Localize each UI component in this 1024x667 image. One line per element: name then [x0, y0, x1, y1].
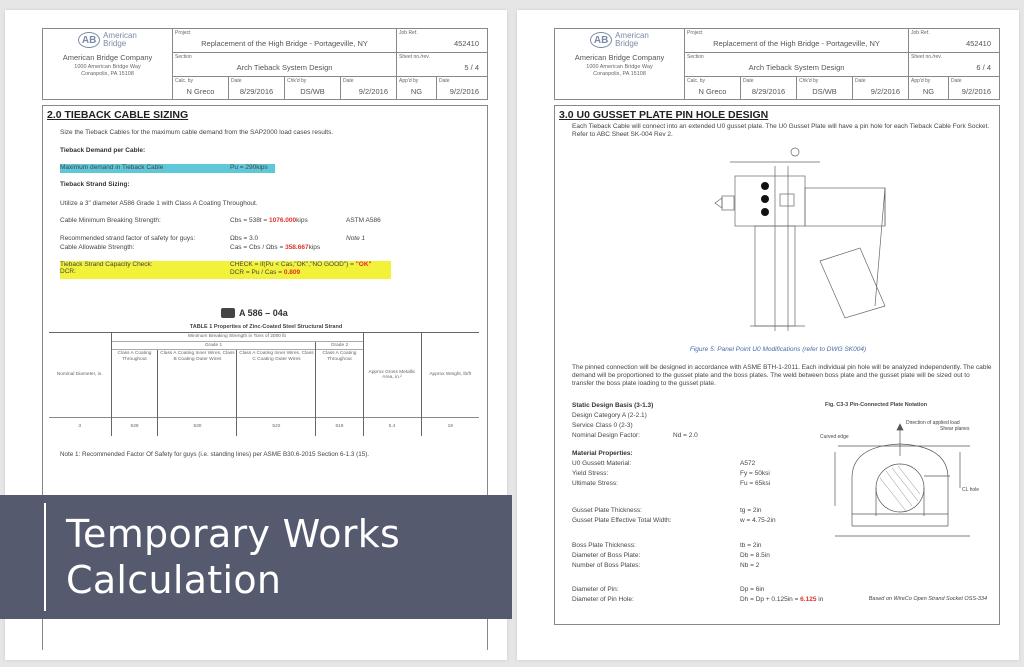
company-logo-block: AB American Bridge American Bridge Company 1000 American Bridge Way Coraopolis, PA 15108	[43, 29, 173, 99]
prop-value: tg = 2in	[740, 507, 762, 514]
chkd-date-field: Date 9/2/2016	[341, 77, 397, 99]
appd-date-field: Date 9/2/2016	[951, 78, 991, 96]
chkd-date-field: Date 9/2/2016	[853, 77, 909, 99]
company-name: American Bridge Company	[62, 53, 153, 62]
strand-heading: Tieback Strand Sizing:	[60, 181, 130, 188]
prop-value: tb = 2in	[740, 542, 762, 549]
demand-heading: Tieback Demand per Cable:	[60, 147, 146, 154]
table-row: 3 538 530 522 619 5.4 19	[49, 418, 479, 436]
prop-value: Fu = 65ksi	[740, 480, 771, 487]
fig-label-direction: Direction of applied load	[906, 420, 960, 426]
design-category: Design Category A (2-2.1)	[572, 412, 647, 419]
calc-by-field: Calc. by N Greco	[685, 77, 741, 99]
calc-sheet-gusset-plate-pin-hole	[517, 10, 1019, 660]
job-ref-field: Job Ref. 452410	[909, 29, 999, 53]
figure-5-caption: Figure 5: Panel Point U0 Modifications (refer to DWG SK004)	[689, 346, 867, 353]
title-banner	[0, 495, 512, 619]
static-heading: Static Design Basis (3-1.3)	[572, 402, 654, 409]
prop-label: Gusset Plate Effective Total Width:	[572, 517, 672, 524]
prop-value: Db = 8.5in	[740, 552, 770, 559]
banner-title: Temporary Works Calculation	[66, 512, 401, 602]
calc-content	[554, 105, 1000, 625]
allow-label: Cable Allowable Strength:	[60, 244, 135, 251]
fos-label: Recommended strand factor of safety for guys:	[60, 235, 196, 242]
prop-label: Boss Plate Thickness:	[572, 542, 636, 549]
astm-heading: A 586 – 04a	[221, 308, 288, 318]
prop-value: Fy = 50ksi	[740, 470, 770, 477]
appd-by-field: App'd by NG	[397, 77, 437, 99]
section-title: 2.0 TIEBACK CABLE SIZING	[47, 109, 189, 121]
fos-ref: Note 1	[346, 235, 366, 242]
source-note: Based on WireCo Open Strand Socket OSS-334	[868, 596, 987, 602]
project-field: Project Replacement of the High Bridge - Portageville, NY	[685, 29, 909, 53]
note-1: Note 1: Recommended Factor Of Safety for guys (i.e. standing lines) per ASME B30.6-2015 Section 6-1.3 (15).	[60, 451, 370, 458]
fig-label-shear: Shear planes	[940, 426, 970, 432]
calc-by-field: Calc. by N Greco	[173, 77, 229, 99]
prop-value: Nb = 2	[740, 562, 760, 569]
project-field: Project Replacement of the High Bridge - Portageville, NY	[173, 29, 397, 53]
calc-date-field: Date 8/29/2016	[229, 77, 285, 99]
ab-logo-icon: AB	[590, 32, 612, 48]
title-block	[554, 28, 1000, 100]
company-address: 1000 American Bridge Way Coraopolis, PA 15108	[586, 64, 653, 77]
prop-label: Yield Stress:	[572, 470, 609, 477]
job-ref-field: Job Ref. 452410	[397, 29, 487, 53]
sheet-field: Sheet no./rev. 5 / 4	[397, 53, 487, 77]
calc-date-field: Date 8/29/2016	[741, 77, 797, 99]
fos-formula: Ωbs = 3.0	[230, 235, 259, 242]
material-heading: Material Properties:	[572, 450, 633, 457]
section-field: Section Arch Tieback System Design	[685, 53, 909, 77]
prop-label: Diameter of Pin:	[572, 586, 619, 593]
ndf-label: Nominal Design Factor:	[572, 432, 640, 439]
appd-date-field: Date 9/2/2016	[439, 78, 479, 96]
strand-properties-table: Nominal Diameter, in. Minimum Breaking Strength in Tons of 2000 lb Approx Gross Metallic Area, in.² Approx Weight, lb/ft Grade 1 Grade 2 Class A Coating Throughout Class A Coating Inner Wires, Class B Coating Outer Wires Class A Coating Inner Wires, Class C Coating Outer Wires Class A Coating Throughout 3 538 530 522 619 5.4 19	[49, 332, 479, 436]
prop-label: Ultimate Stress:	[572, 480, 618, 487]
prop-label: Diameter of Boss Plate:	[572, 552, 641, 559]
prop-label: Diameter of Pin Hole:	[572, 596, 634, 603]
fig-label-cl: CL hole	[962, 487, 980, 493]
ab-logo-icon: AB	[78, 32, 100, 48]
mbs-formula: Cbs = 538t = 1076.000kips	[230, 217, 308, 224]
chkd-by-field: Chk'd by DS/WB	[285, 77, 341, 99]
intro-text: Each Tieback Cable will connect into an extended U0 gusset plate. The U0 Gusset Plate will have a pin hole for each Tieback Cable Fork Socket. Refer to ABC Sheet SK-004 Rev 2.	[572, 123, 990, 138]
prop-value: w = 4.75-2in	[740, 517, 776, 524]
capacity-check-block: Tieback Strand Capacity Check: DCR: CHECK = if(Pu < Cas,"OK","NO GOOD") = "OK" DCR = Pu / Cas = 0.809	[60, 261, 391, 279]
sheet-field: Sheet no./rev. 6 / 4	[909, 53, 999, 77]
intro-text: Size the Tieback Cables for the maximum cable demand from the SAP2000 load cases results.	[60, 129, 334, 136]
section-field: Section Arch Tieback System Design	[173, 53, 397, 77]
service-class: Service Class 0 (2-3)	[572, 422, 633, 429]
company-address: 1000 American Bridge Way Coraopolis, PA 15108	[74, 64, 141, 77]
prop-label: U0 Gussett Material:	[572, 460, 632, 467]
mbs-ref: ASTM A586	[346, 217, 381, 224]
design-basis-paragraph: The pinned connection will be designed in accordance with ASME BTH-1-2011. Each individual pin hole will be analyzed independently. The cable demand will be proportioned to the gusset plate and the boss plates. The weld between boss plate and the gusset plate will be sized out to transfer the boss plate loading to the gusset plate.	[572, 364, 992, 387]
prop-value: Dp = 6in	[740, 586, 765, 593]
company-name: American Bridge Company	[574, 53, 665, 62]
ndf-value: Nd = 2.0	[673, 432, 698, 439]
section-title: 3.0 U0 GUSSET PLATE PIN HOLE DESIGN	[559, 109, 769, 121]
fig-c3-3-title: Fig. C3-3 Pin-Connected Plate Notation	[825, 402, 928, 408]
pin-hole-value: Dh = Dp + 0.125in = 6.125 in	[740, 596, 824, 603]
table-caption: TABLE 1 Properties of Zinc-Coated Steel Structural Strand	[189, 324, 343, 330]
astm-logo-icon	[221, 308, 235, 318]
mbs-label: Cable Minimum Breaking Strength:	[60, 217, 161, 224]
prop-label: Number of Boss Plates:	[572, 562, 641, 569]
appd-by-field: App'd by NG	[909, 77, 949, 99]
chkd-by-field: Chk'd by DS/WB	[797, 77, 853, 99]
prop-value: A572	[740, 460, 756, 467]
max-demand-row: Maximum demand in Tieback Cable Pu = 290kips	[60, 164, 275, 173]
pin-connected-plate-diagram	[820, 411, 995, 551]
title-block	[42, 28, 488, 100]
fig-label-curved: Curved edge	[820, 434, 849, 440]
banner-accent-bar	[44, 503, 46, 611]
allow-formula: Cas = Cbs / Ωbs = 358.667kips	[230, 244, 321, 251]
strand-text: Utilize a 3" diameter A586 Grade 1 with Class A Coating Throughout.	[60, 200, 258, 207]
prop-label: Gusset Plate Thickness:	[572, 507, 642, 514]
panel-point-drawing	[710, 146, 910, 336]
company-logo-block: AB American Bridge American Bridge Company 1000 American Bridge Way Coraopolis, PA 15108	[555, 29, 685, 99]
